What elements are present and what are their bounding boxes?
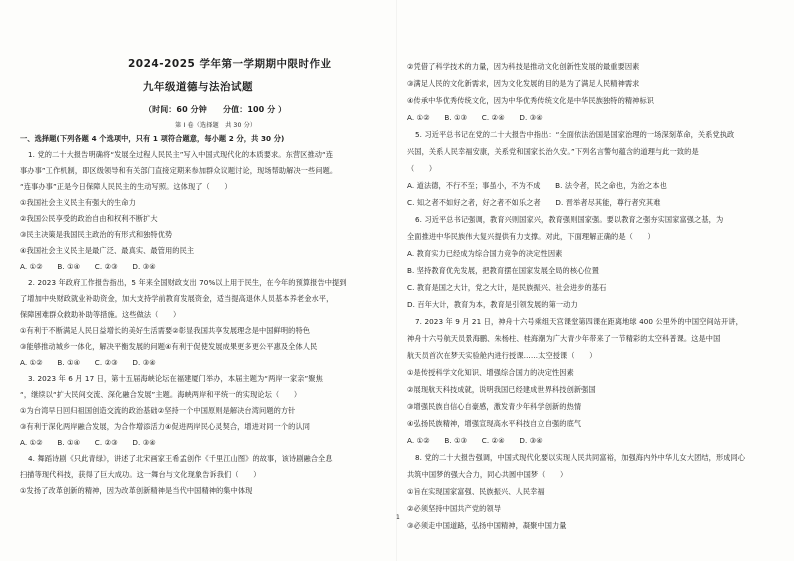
answer-options: A. ①② B. ①③ C. ②④ D. ③④ [407,436,543,445]
text-line: “连事办事”正是今日保障人民民主的生动写照。这体现了（ ） [20,182,232,191]
answer-options: C. 知之者不如好之者，好之者不如乐之者 D. 晋举者尽其能，尊行者究其难 [407,198,661,207]
text-line: ③能够推动城乡一体化，解决平衡发展的问题④有利于促使发展成果更多更公平惠及全体人民 [20,342,318,351]
text-line: 保障困难群众救助补助等措施。这些做法（ ） [20,310,181,319]
section-heading: 一、选择题(下列各题 4 个选项中，只有 1 项符合题意，每小题 2 分，共 30 分) [20,134,285,143]
page-fold [396,0,397,561]
text-line: ④我国社会主义民主是最广泛、最真实、最管用的民主 [20,246,195,255]
text-line: ①是传授科学文化知识、增强综合国力的决定性因素 [407,368,574,377]
text-line: “，继续以“扩大民间交流、深化融合发展”主题。海峡两岸和平统一的实现论坛（ ） [20,390,302,399]
answer-option: D. 百年大计，教育为本，教育是引领发展的第一动力 [407,300,578,309]
text-line: 5. 习近平总书记在党的二十大报告中指出：“全面依法治国是国家治理的一场深刻革命，关系党执政 [415,130,735,139]
text-line: 共筑中国梦的强大合力，同心共圆中国梦（ ） [407,470,568,479]
answer-options: A. ①② B. ①④ C. ②③ D. ③④ [20,262,156,271]
exam-title: 2024-2025 学年第一学期期中限时作业 [128,58,332,70]
exam-meta: （时间：60 分钟 分值：100 分 ） [144,105,287,114]
text-line: ①旨在实现国家富强、民族振兴、人民幸福 [407,487,545,496]
text-line: 1. 党的二十大报告明确将“发展全过程人民民主”写入中国式现代化的本质要求。东营区推动“连 [28,150,334,159]
text-line: ②展现航天科技成就，说明我国已经建成世界科技创新强国 [407,385,596,394]
text-line: ①为台湾早日回归祖国创造交流的政治基础②坚持一个中国原则是解决台湾问题的方针 [20,406,296,415]
text-line: 7. 2023 年 9 月 21 日，神舟十六号乘组天宫课堂第四课在距离地球 400 公里外的中国空间站开讲， [415,317,743,326]
answer-option: A. 教育实力已经成为综合国力竞争的决定性因素 [407,249,563,258]
text-line: ①我国社会主义民主有强大的生命力 [20,198,136,207]
text-line: 全面推进中华民族伟大复兴提供有力支撑。对此，下面理解正确的是（ ） [407,232,655,241]
answer-options: A. 道法德，不行不至；事虽小，不为不成 B. 法令者，民之命也，为治之本也 [407,181,667,190]
text-line: ③增强民族自信心自豪感，激发青少年科学创新的热情 [407,402,582,411]
text-line: 6. 习近平总书记强调，教育兴则国家兴，教育强则国家强。要以教育之强夯实国家富强之基，为 [415,215,724,224]
answer-option: B. 坚持教育优先发展，把教育摆在国家发展全局的核心位置 [407,266,599,275]
text-line: （ ） [407,164,437,173]
text-line: ③满足人民的文化新需求，因为文化发展的目的是为了满足人民精神需求 [407,79,640,88]
text-line: ③民主决策是我国民主政治的有形式和独特优势 [20,230,173,239]
text-line: ②必须坚持中国共产党的领导 [407,504,501,513]
text-line: 2. 2023 年政府工作报告指出，5 年来全国财政支出 70%以上用于民生，在今年的预算报告中提到 [28,278,347,287]
text-line: ④传承中华优秀传统文化，因为中华优秀传统文化是中华民族独特的精神标识 [407,96,655,105]
text-line: ④弘扬民族精神，增强宣现高水平科技自立自强的底气 [407,419,582,428]
answer-options: A. ①② B. ①④ C. ②③ D. ③④ [20,438,156,447]
text-line: 兴国，关系人民幸福安康，关系党和国家长治久安。”下列名言警句蕴含的道理与此一致的是 [407,147,699,156]
answer-options: A. ①② B. ①④ C. ②③ D. ③④ [20,358,156,367]
text-line: 扫描等现代科技，获得了巨大成功。这一舞台与文化现象告诉我们（ ） [20,470,261,479]
answer-option: C. 教育是国之大计，党之大计，是民族振兴、社会进步的基石 [407,283,607,292]
answer-options: A. ①② B. ①③ C. ②④ D. ③④ [407,113,543,122]
text-line: ②我国公民享受的政治自由和权利不断扩大 [20,214,158,223]
text-line: 事办事”工作机制，即区级领导和有关部门直接定期来参加群众议题讨论，现场帮助解决一些问题。 [20,166,338,175]
exam-subtitle: 九年级道德与法治试题 [143,81,253,93]
page-number: 1 [396,514,400,521]
text-line: 了增加中央财政就业补助资金，加大支持学前教育发展资金，适当提高退休人员基本养老金水平， [20,294,334,303]
text-line: ③有利于深化两岸融合发展，为合作增添活力④促进两岸民心灵契合，增进对同一个的认同 [20,422,311,431]
text-line: 神舟十六号航天员景海鹏、朱杨柱、桂海潮为广大青少年带来了一节精彩的太空科普课。这是中国 [407,334,721,343]
text-line: 3. 2023 年 6 月 17 日，第十五届海峡论坛在福建厦门举办，本届主题为“两岸一家亲”聚焦 [28,374,323,383]
text-line: 8. 党的二十大报告强调，中国式现代化要以实现人民共同富裕，加强海内外中华儿女大团结，形成同心 [415,453,746,462]
text-line: 4. 舞蹈诗剧《只此青绿》，讲述了北宋画家王希孟创作《千里江山图》的故事，该诗剧融合全息 [28,454,333,463]
text-line: 航天员首次在梦天实验舱内进行授课……太空授课（ ） [407,351,597,360]
text-line: ③必须走中国道路，弘扬中国精神，凝聚中国力量 [407,521,567,530]
volume-label: 第 I 卷（选择题 共 30 分） [175,122,257,129]
text-line: ②凭借了科学技术的力量，因为科技是推动文化创新性发展的最重要因素 [407,62,640,71]
text-line: ①有利于不断满足人民日益增长的美好生活需要②彰显我国共享发展理念是中国鲜明的特色 [20,326,311,335]
text-line: ①发扬了改革创新的精神，因为改革创新精神是当代中国精神的集中体现 [20,486,253,495]
